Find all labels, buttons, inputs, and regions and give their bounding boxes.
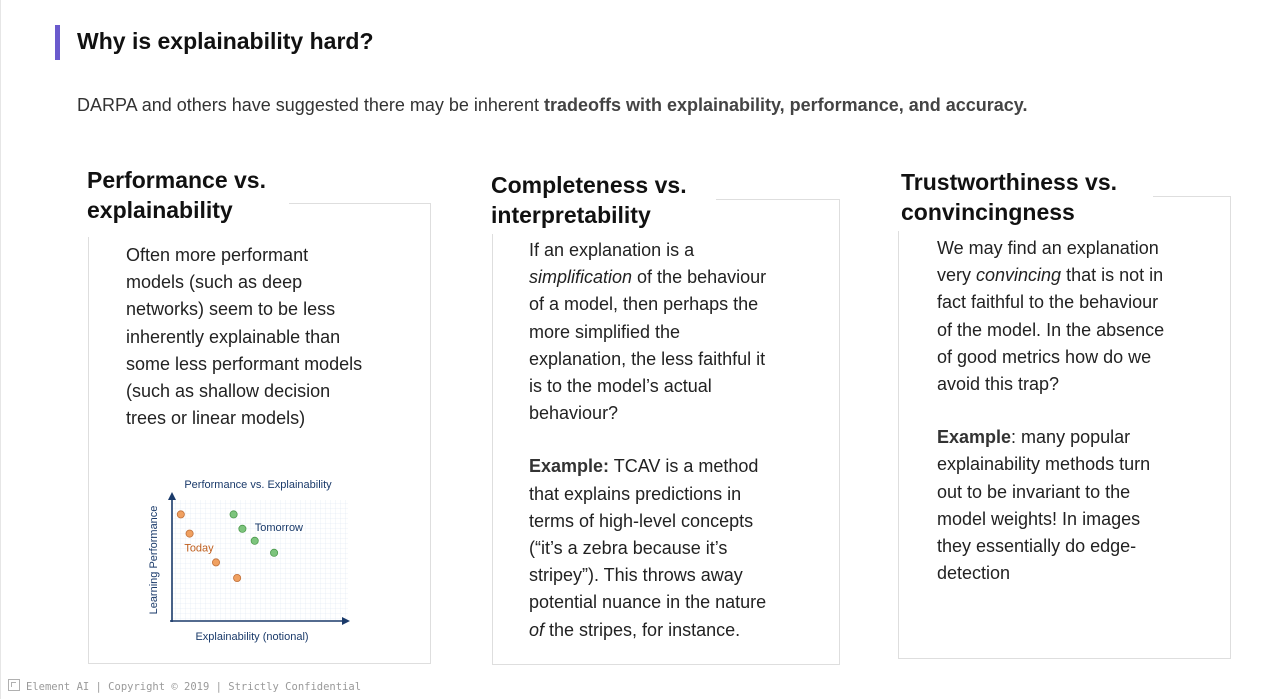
body-line: potential nuance in the nature xyxy=(529,592,767,613)
card-heading-line: Performance vs. xyxy=(87,167,266,193)
example-label: Example xyxy=(937,427,1012,448)
body-line: avoid this trap? xyxy=(937,374,1060,395)
body-line: more simplified the xyxy=(529,321,681,342)
body-line xyxy=(529,453,829,480)
body-line: terms of high-level concepts xyxy=(529,510,754,531)
paragraph-gap xyxy=(529,427,829,453)
card-heading-line: convincingness xyxy=(901,199,1075,225)
left-edge-rule xyxy=(0,0,1,699)
footer xyxy=(8,679,361,693)
body-text: the stripes, for instance. xyxy=(544,619,741,640)
body-text: very xyxy=(937,265,977,286)
emphasis-text: of xyxy=(529,619,545,640)
chart-title: Performance vs. Explainability xyxy=(184,479,332,491)
chart-point-today-1 xyxy=(186,530,193,537)
card-performance-body xyxy=(126,242,416,432)
body-line: If an explanation is a xyxy=(529,240,695,260)
chart-point-today-3 xyxy=(234,574,241,581)
chart-y-axis-label: Learning Performance xyxy=(148,505,160,615)
body-line: (such as shallow decision xyxy=(126,381,331,402)
subtitle-text: DARPA and others have suggested there may be inherent xyxy=(77,95,544,115)
page-subtitle xyxy=(77,95,1027,116)
body-line xyxy=(937,424,1227,451)
body-text: that is not in xyxy=(1061,265,1164,286)
body-line: they essentially do edge- xyxy=(937,536,1137,557)
footer-text: Element AI | Copyright © 2019 | Strictly Confidential xyxy=(26,681,362,693)
chart-y-axis-arrow xyxy=(168,492,176,500)
card-trustworthiness-body xyxy=(937,235,1227,587)
chart-annotation-today: Today xyxy=(184,542,214,555)
card-heading-line: Trustworthiness vs. xyxy=(901,169,1118,195)
body-line xyxy=(529,617,829,644)
body-line: that explains predictions in xyxy=(529,483,742,504)
body-line: of the model. In the absence xyxy=(937,319,1165,340)
performance-explainability-chart xyxy=(130,468,370,648)
body-line: (“it’s a zebra because it’s xyxy=(529,538,728,559)
body-text: of the behaviour xyxy=(632,267,767,288)
chart-svg xyxy=(130,468,370,648)
body-line: model weights! In images xyxy=(937,508,1141,529)
body-line: fact faithful to the behaviour xyxy=(937,292,1159,313)
title-accent-bar xyxy=(55,25,60,60)
element-ai-logo-icon xyxy=(8,679,20,691)
body-line: behaviour? xyxy=(529,403,619,424)
card-performance-heading xyxy=(77,161,289,237)
card-heading-line: explainability xyxy=(87,197,233,223)
chart-point-today-2 xyxy=(212,559,219,566)
card-completeness-body xyxy=(529,237,829,644)
body-line xyxy=(937,262,1227,289)
chart-point-tomorrow-0 xyxy=(230,511,237,518)
chart-x-axis-label: Explainability (notional) xyxy=(195,631,309,643)
body-line xyxy=(529,264,829,291)
body-line: explanation, the less faithful it xyxy=(529,348,766,369)
page-title: Why is explainability hard? xyxy=(77,28,374,54)
card-trustworthiness-heading xyxy=(891,163,1153,231)
card-completeness-heading xyxy=(481,166,716,234)
chart-point-tomorrow-2 xyxy=(251,537,258,544)
body-line: out to be invariant to the xyxy=(937,481,1131,502)
body-line: is to the model’s actual xyxy=(529,376,712,397)
subtitle-emphasis: tradeoffs with explainability, performance, and accuracy. xyxy=(543,95,1028,115)
chart-point-tomorrow-3 xyxy=(270,549,277,556)
card-heading-line: interpretability xyxy=(491,202,651,228)
chart-point-today-0 xyxy=(177,511,184,518)
emphasis-text: simplification xyxy=(529,267,633,288)
card-heading-line: Completeness vs. xyxy=(491,172,687,198)
body-line: trees or linear models) xyxy=(126,408,306,429)
body-line: We may find an explanation xyxy=(937,238,1159,258)
body-line: models (such as deep xyxy=(126,272,303,293)
body-line: of good metrics how do we xyxy=(937,346,1152,367)
paragraph-gap xyxy=(937,398,1227,424)
body-text: TCAV is a method xyxy=(609,456,759,477)
emphasis-text: convincing xyxy=(976,265,1062,286)
body-line: explainability methods turn xyxy=(937,454,1151,475)
body-line: inherently explainable than xyxy=(126,326,341,347)
chart-plot-area xyxy=(172,500,348,620)
body-line: networks) seem to be less xyxy=(126,299,336,320)
example-label: Example: xyxy=(529,456,610,477)
body-line: Often more performant xyxy=(126,245,309,265)
body-line: of a model, then perhaps the xyxy=(529,294,759,315)
body-text: : many popular xyxy=(1011,427,1131,448)
chart-point-tomorrow-1 xyxy=(239,525,246,532)
chart-annotation-tomorrow: Tomorrow xyxy=(254,522,304,535)
body-line: some less performant models xyxy=(126,353,363,374)
body-line: detection xyxy=(937,563,1011,584)
body-line: stripey”). This throws away xyxy=(529,565,743,586)
